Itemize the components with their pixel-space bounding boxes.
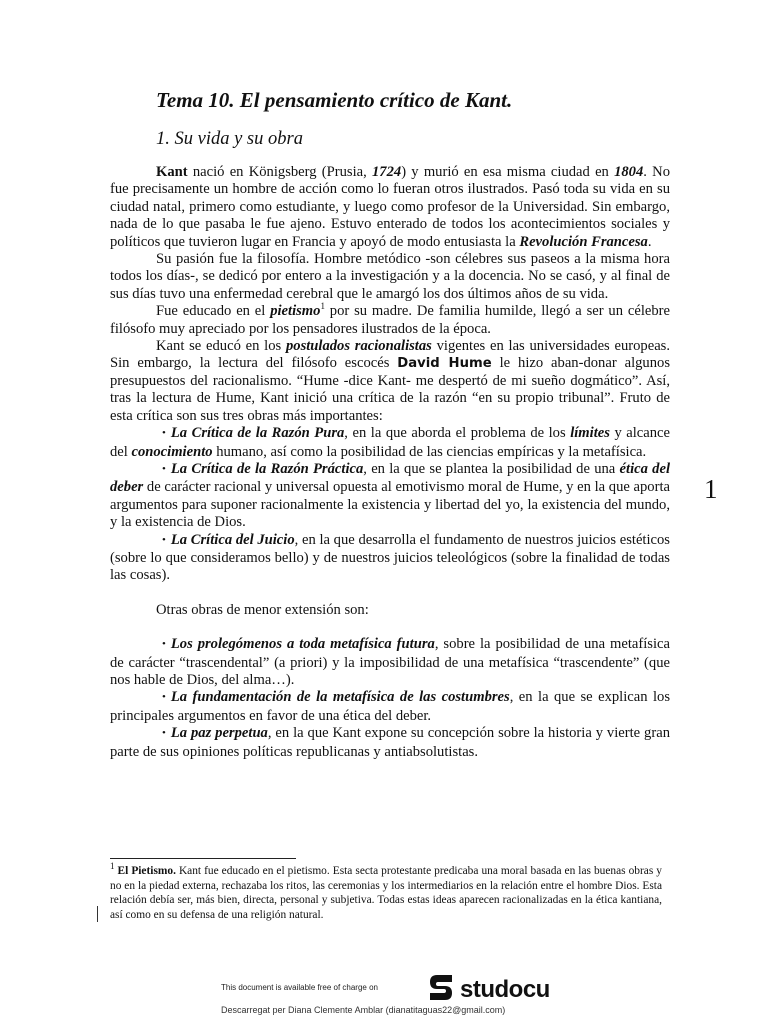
footnote-heading: El Pietismo. <box>117 865 176 877</box>
footnote-ref[interactable]: 1 <box>320 301 325 312</box>
bullet-icon: • <box>162 638 166 651</box>
work-title: La Crítica del Juicio <box>170 531 295 548</box>
text: , en la que desarrolla el fundamento de nuestros juicios estéticos (sobre lo que consideramos bello) y de nuestros juicios teleológicos (sobre la finalidad de todas las cosas). <box>110 531 670 584</box>
text: Kant fue educado en el pietismo. Esta secta protestante predicaba una moral basada en las buenas obras y no en la piedad externa, rechazaba los ritos, las ceremonias y los intermediarios en la relación entre el hombre Dios. Esta relación debía ser, más bien, directa, personal y subjetiva. Todas estas ideas aparecen racionalizadas en la ética kantiana, así como en su defensa de una religión natural. <box>110 865 662 921</box>
work-title: La Crítica de la Razón Pura <box>170 425 345 442</box>
text: humano, así como la posibilidad de las ciencias empíricas y la metafísica. <box>212 443 647 460</box>
download-note: Descarregat per Diana Clemente Amblar (dianatitaguas22@gmail.com) <box>221 1005 506 1015</box>
document-body <box>110 164 670 761</box>
text: , en la que se explican los principales argumentos en favor de una ética del deber. <box>110 689 670 724</box>
list-item-fundamentacion <box>110 689 670 725</box>
text: por su madre. De familia humilde, llegó a ser un célebre filósofo muy apreciado por los pensadores ilustrados de la época. <box>110 303 670 337</box>
studocu-logo-text: studocu <box>460 975 550 1003</box>
emphasis: ética del deber <box>110 460 671 496</box>
text: , en la que aborda el problema de los <box>344 425 571 442</box>
section-heading: 1. Su vida y su obra <box>156 129 303 149</box>
paragraph-birth <box>110 164 670 251</box>
bullet-icon: • <box>162 533 166 546</box>
text: Fue educado en el <box>156 303 271 320</box>
work-title: La paz perpetua <box>170 725 268 742</box>
text: . No fue precisamente un hombre de acción como lo fueran otros ilustrados. Pasó toda su vida en su ciudad natal, primero como estudiante, y luego como profesor de la Universidad. Sin embargo, nada de lo que pasaba le fue ajeno. Estuvo enterado de todos los acontecimientos sociales y políticos que tuvieron lugar en Francia y apoyó de modo entusiasta la <box>110 164 670 250</box>
footnote <box>110 861 662 922</box>
kant-name: Kant <box>156 164 188 180</box>
margin-mark <box>97 906 98 922</box>
list-item-prolegomenos <box>110 636 670 689</box>
paragraph-passion: Su pasión fue la filosofía. Hombre metódico -son célebres sus paseos a la misma hora todos los días-, se dedicó por entero a la investigación y a la docencia. No se casó, y al final de sus días tuvo una enfermedad cerebral que le amargó los dos últimos años de su vida. <box>110 251 670 302</box>
text: le hizo aban-donar algunos presupuestos del racionalismo. “Hume -dice Kant- me despertó de mi sueño dogmático”. Así, tras la lectura de Hume, Kant inició una crítica de la razón “en su propio tribunal”. Fruto de esta crítica son sus tres obras más importantes: <box>110 355 670 424</box>
postulados-term: postulados racionalistas <box>285 338 432 355</box>
footnote-mark: 1 <box>110 861 115 872</box>
text: . <box>647 233 652 250</box>
text: nació en Königsberg (Prusia, <box>187 164 372 180</box>
document-title: Tema 10. El pensamiento crítico de Kant. <box>156 88 513 112</box>
text: vigentes en las universidades europeas. Sin embargo, la lectura del filósofo escocés <box>110 338 670 372</box>
text: de carácter racional y universal opuesta al emotivismo moral de Hume, y en la que aporta argumentos para suponer racionalmente la existencia y libertad del yo, la existencia del mundo, y la existencia de Dios. <box>110 479 670 531</box>
footer-promo-text: This document is available free of charge on <box>221 983 378 992</box>
bullet-icon: • <box>162 462 166 475</box>
bullet-icon: • <box>162 691 166 704</box>
emphasis: conocimiento <box>131 443 213 460</box>
emphasis: límites <box>570 425 610 442</box>
paragraph-rationalism <box>110 338 670 425</box>
page-number: 1 <box>704 474 718 504</box>
footnote-divider <box>110 858 296 859</box>
list-item-critica-pura <box>110 425 670 461</box>
text: y alcance del <box>110 425 671 460</box>
bullet-icon: • <box>162 727 166 740</box>
studocu-logo[interactable] <box>426 972 550 1007</box>
list-item-critica-practica <box>110 461 670 532</box>
list-item-critica-juicio <box>110 532 670 585</box>
work-title: La Crítica de la Razón Práctica <box>170 460 364 477</box>
text: , en la que Kant expone su concepción sobre la historia y vierte gran parte de sus opiniones políticas republicanas y antiabsolutistas. <box>110 725 670 760</box>
text: Kant se educó en los <box>156 338 286 355</box>
hume-name: David Hume <box>397 356 492 372</box>
studocu-logo-icon <box>426 972 456 1007</box>
revolution-term: Revolución Francesa <box>519 233 648 250</box>
pietismo-term: pietismo <box>270 303 321 320</box>
death-year: 1804 <box>614 164 644 180</box>
birth-year: 1724 <box>372 164 402 180</box>
text: , en la que se plantea la posibilidad de una <box>363 460 620 477</box>
other-works-intro: Otras obras de menor extensión son: <box>156 601 369 618</box>
work-title: Los prolegómenos a toda metafísica futura <box>170 636 435 653</box>
bullet-icon: • <box>162 427 166 440</box>
work-title: La fundamentación de la metafísica de las costumbres <box>170 689 510 706</box>
text: ) y murió en esa misma ciudad en <box>401 164 615 180</box>
list-item-paz-perpetua <box>110 725 670 761</box>
paragraph-education <box>110 303 670 338</box>
text: , sobre la posibilidad de una metafísica de carácter “trascendental” (a priori) y la imposibilidad de una metafísica “trascendente” (que nos hable de Dios, del alma…). <box>110 636 670 688</box>
